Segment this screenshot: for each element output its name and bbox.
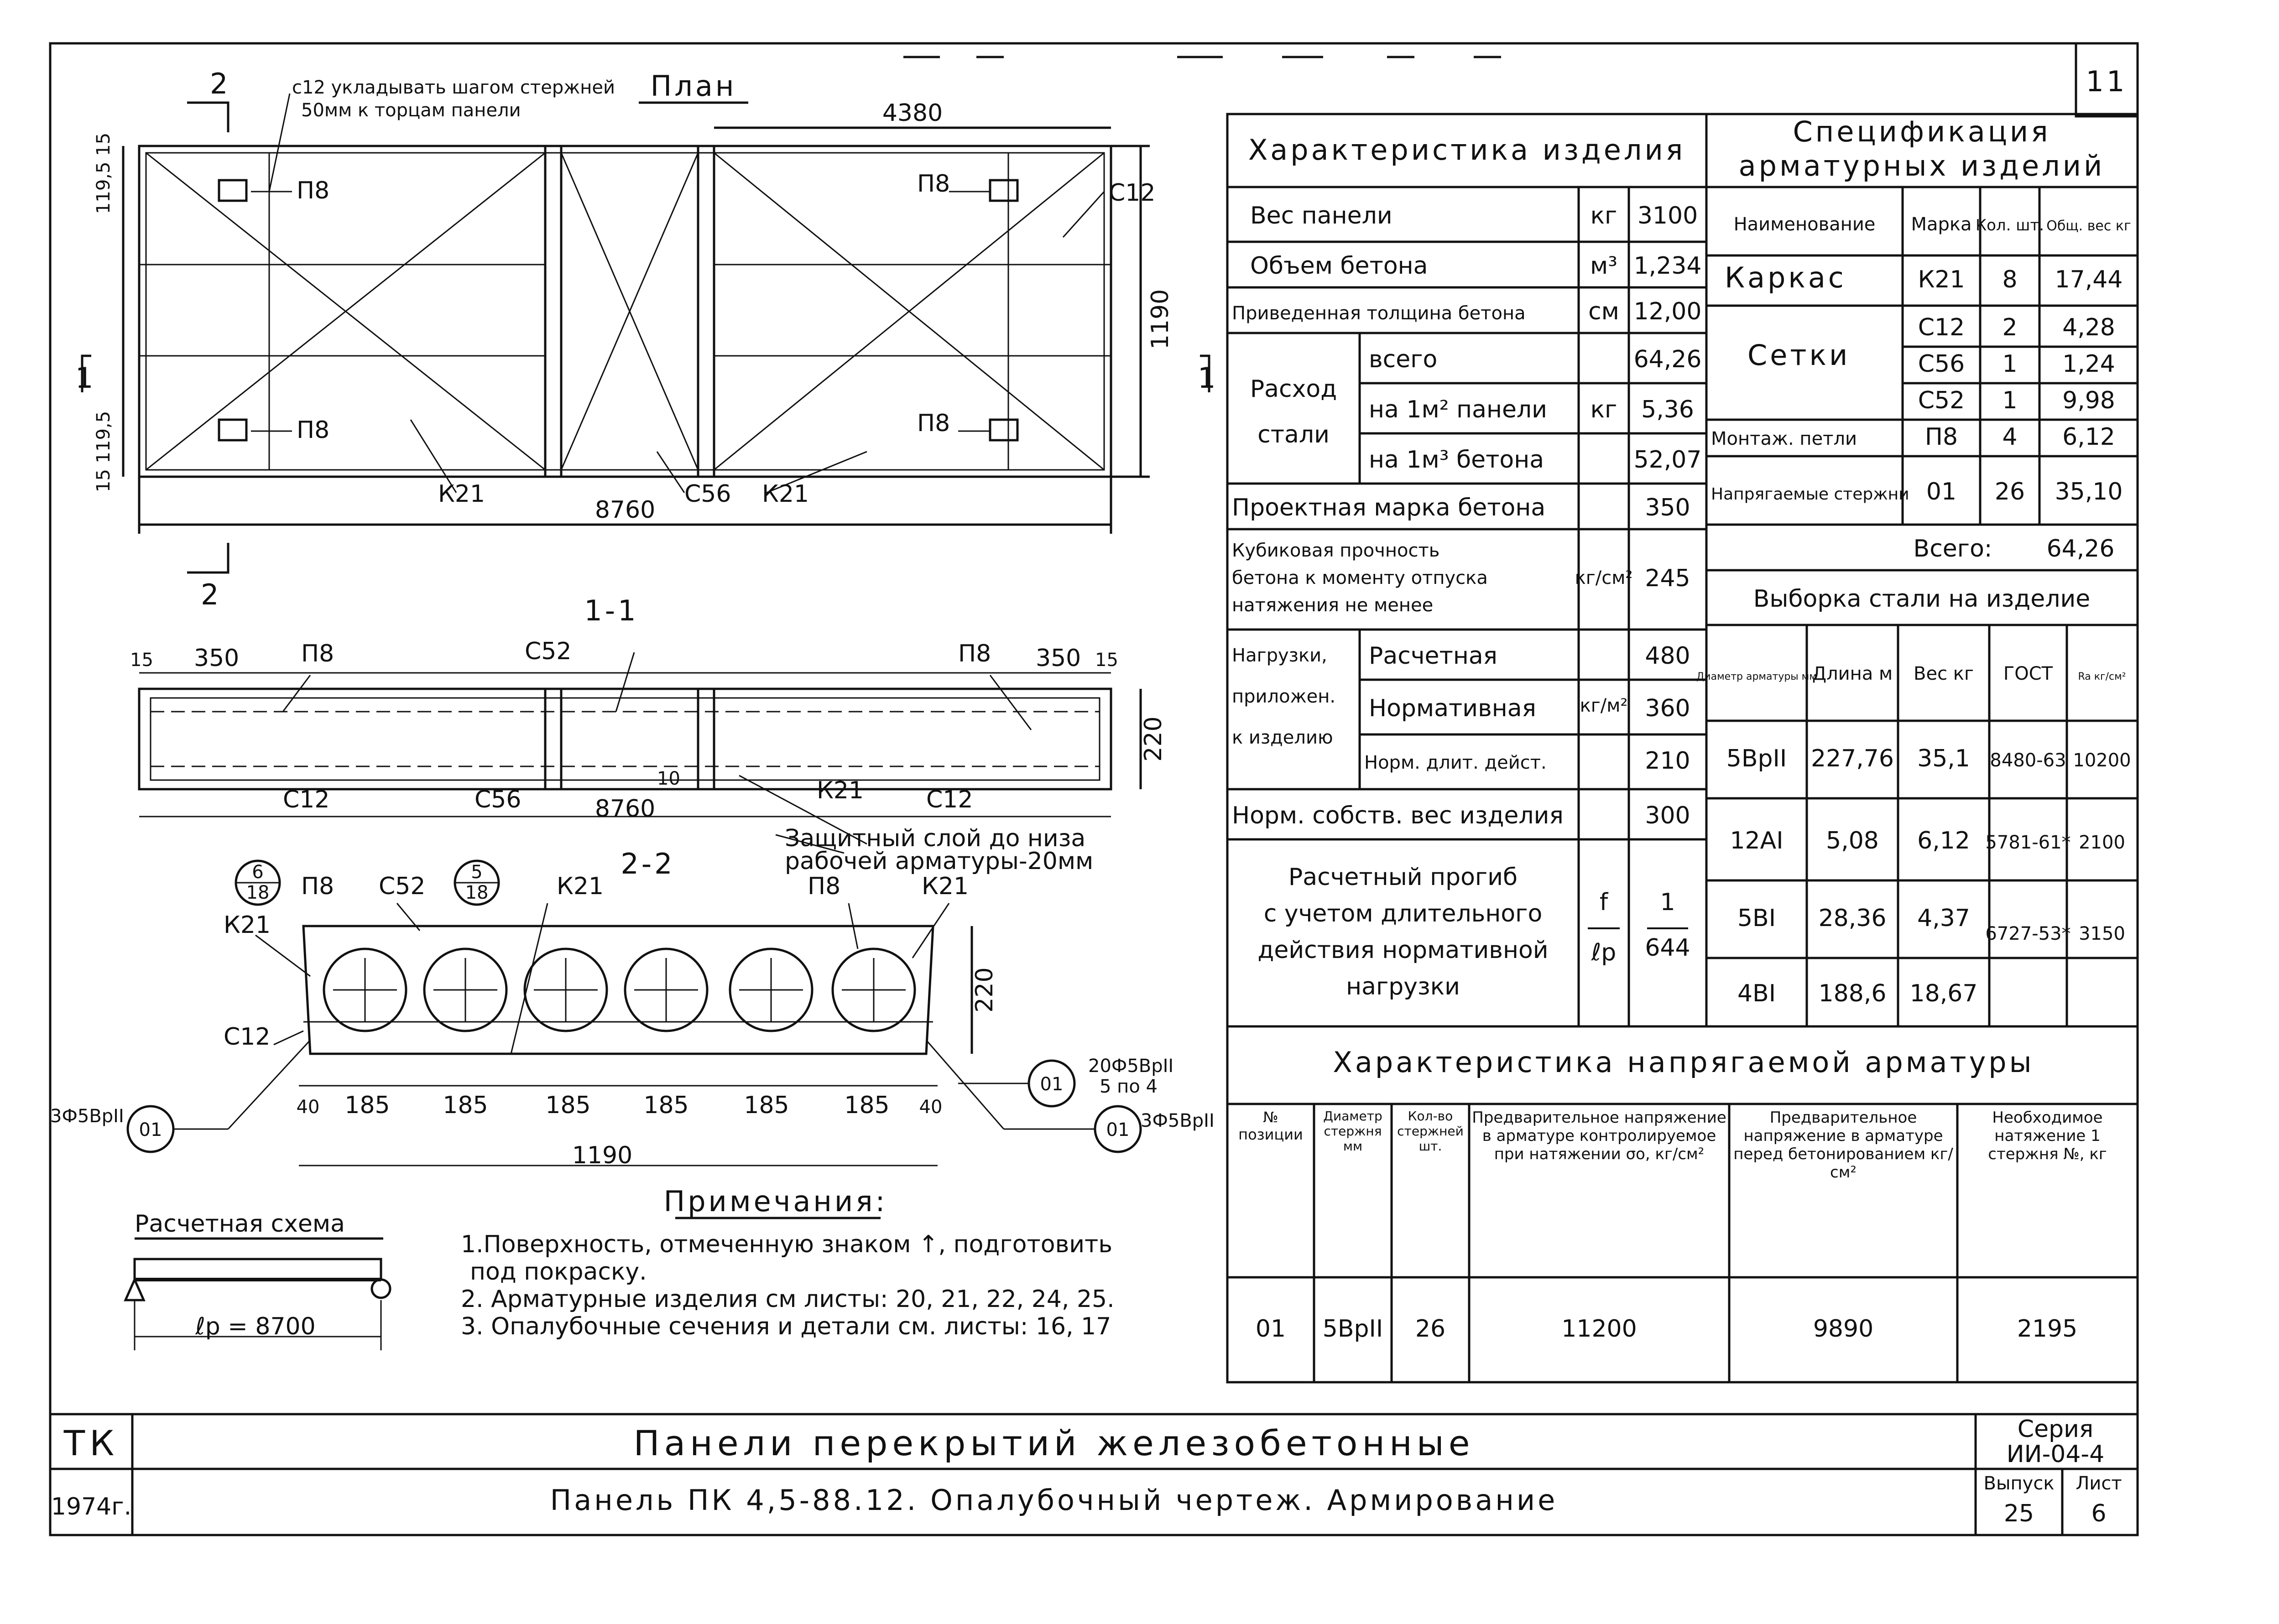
plan-label-k21: К21 bbox=[762, 480, 809, 508]
cube-unit: кг/см² bbox=[1575, 567, 1633, 588]
spec-header: Наименование bbox=[1733, 214, 1876, 235]
list-value: 6 bbox=[2091, 1500, 2107, 1527]
sec11-dim: 15 bbox=[130, 650, 153, 671]
sec11-label: С12 bbox=[926, 786, 973, 813]
steel-table-title: Выборка стали на изделие bbox=[1753, 585, 2091, 613]
sec11-dim: 15 bbox=[1095, 650, 1118, 671]
prestress-header-sigma: Предварительное напряжение в арматуре контролируемое при натяжении σо, кг/см² bbox=[1472, 1109, 1726, 1163]
section-2-2-title: 2-2 bbox=[621, 847, 675, 880]
issue-value: 25 bbox=[2003, 1500, 2034, 1527]
prestress-header-pos: № позиции bbox=[1238, 1109, 1303, 1143]
sec22-dim: 40 bbox=[919, 1097, 943, 1118]
section-1-1-title: 1-1 bbox=[584, 594, 639, 627]
steel-header: ГОСТ bbox=[2003, 663, 2053, 684]
plan-note: 50мм к торцам панели bbox=[301, 100, 521, 121]
prestress-header-tension: Необходимое натяжение 1 стержня №, кг bbox=[1988, 1109, 2107, 1163]
load-name: к изделию bbox=[1232, 727, 1333, 748]
char-row-name: Вес панели bbox=[1250, 202, 1392, 229]
spec-row-qty: 26 bbox=[1994, 478, 2025, 505]
section-2-2 bbox=[128, 861, 1141, 1166]
sheet-number: 11 bbox=[2086, 65, 2128, 98]
spec-row-mark: С52 bbox=[1918, 387, 1965, 414]
year: 1974г. bbox=[51, 1493, 132, 1520]
bubble-bot: 18 bbox=[465, 882, 489, 903]
cube-line: Кубиковая прочность bbox=[1232, 540, 1440, 561]
cube-line: натяжения не менее bbox=[1232, 595, 1434, 616]
steel-cell: 188,6 bbox=[1818, 980, 1887, 1007]
sec11-dim-length: 8760 bbox=[595, 795, 656, 822]
spec-total-label: Всего: bbox=[1913, 535, 1992, 562]
sec11-label: С56 bbox=[475, 786, 522, 813]
sec22-label: П8 bbox=[808, 873, 841, 900]
load-name: приложен. bbox=[1232, 686, 1336, 707]
sec22-dim: 185 bbox=[844, 1092, 890, 1119]
plan-dim-half: 4380 bbox=[882, 99, 943, 127]
sec22-bar: 5 по 4 bbox=[1100, 1076, 1158, 1097]
sec11-dim: 10 bbox=[657, 768, 680, 789]
load-item-value: 210 bbox=[1645, 747, 1690, 775]
spec-row-name: Напрягаемые стержни bbox=[1711, 485, 1909, 504]
plan-label-p8: П8 bbox=[297, 416, 330, 444]
load-item-value: 360 bbox=[1645, 695, 1690, 722]
steel-cell: 4ВI bbox=[1737, 980, 1776, 1007]
steel-cell: 28,36 bbox=[1818, 905, 1887, 932]
grade-value: 350 bbox=[1645, 494, 1690, 521]
section-mark: 1 bbox=[1198, 361, 1219, 395]
spec-row-weight: 9,98 bbox=[2062, 387, 2115, 414]
sec11-cover-note: рабочей арматуры-20мм bbox=[785, 848, 1094, 875]
steel-cell: 35,1 bbox=[1917, 745, 1970, 772]
spec-row-qty: 1 bbox=[2002, 350, 2018, 378]
sec22-dim: 185 bbox=[744, 1092, 789, 1119]
deflection-line: с учетом длительного bbox=[1263, 900, 1543, 927]
plan-label-c56: С56 bbox=[684, 480, 731, 508]
list-label: Лист bbox=[2076, 1473, 2122, 1494]
sec22-bar: 3Ф5ВрII bbox=[50, 1106, 124, 1127]
spec-row-qty: 4 bbox=[2002, 423, 2018, 451]
char-row-unit: м³ bbox=[1590, 252, 1618, 280]
spec-title: арматурных изделий bbox=[1738, 149, 2105, 182]
prestress-header-qty: Кол-во стержней шт. bbox=[1397, 1109, 1464, 1154]
spec-row-weight: 17,44 bbox=[2055, 266, 2123, 293]
sec11-label: П8 bbox=[958, 640, 991, 667]
sec11-label: С12 bbox=[283, 786, 330, 813]
prestress-cell: 9890 bbox=[1813, 1315, 1874, 1343]
prestress-cell: 01 bbox=[1255, 1315, 1286, 1343]
sec11-label: К21 bbox=[817, 777, 864, 804]
scheme-span: ℓр = 8700 bbox=[195, 1313, 316, 1340]
spec-row-mark: К21 bbox=[1918, 266, 1965, 293]
series-label: Серия bbox=[2017, 1416, 2094, 1443]
steel-item-name: на 1м³ бетона bbox=[1369, 446, 1544, 474]
spec-row-mark: С12 bbox=[1918, 314, 1965, 341]
deflection-unit-top: f bbox=[1599, 889, 1608, 916]
sec22-label: К21 bbox=[557, 873, 604, 900]
deflection-unit-bot: ℓр bbox=[1591, 939, 1617, 966]
section-mark: 1 bbox=[75, 361, 96, 395]
prestress-title: Характеристика напрягаемой арматуры bbox=[1333, 1046, 2034, 1079]
deflection-line: действия нормативной bbox=[1257, 937, 1549, 964]
steel-unit: кг bbox=[1590, 396, 1617, 423]
steel-name: стали bbox=[1257, 421, 1330, 448]
series-value: ИИ-04-4 bbox=[2006, 1441, 2105, 1468]
char-table-title: Характеристика изделия bbox=[1248, 133, 1686, 167]
section-mark: 2 bbox=[210, 67, 231, 100]
plan-label-p8: П8 bbox=[917, 410, 950, 437]
steel-item-value: 52,07 bbox=[1633, 446, 1702, 474]
issue-label: Выпуск bbox=[1983, 1473, 2055, 1494]
steel-item-value: 5,36 bbox=[1641, 396, 1694, 423]
steel-cell: 5ВрII bbox=[1726, 745, 1787, 772]
sec22-dim-height: 220 bbox=[971, 967, 998, 1013]
steel-cell: 12АI bbox=[1730, 827, 1784, 854]
char-row-name: Приведенная толщина бетона bbox=[1232, 303, 1526, 324]
spec-row-weight: 35,10 bbox=[2055, 478, 2123, 505]
steel-item-name: всего bbox=[1369, 346, 1438, 373]
bubble-bot: 18 bbox=[246, 882, 270, 903]
steel-cell: 227,76 bbox=[1811, 745, 1894, 772]
spec-header: Марка bbox=[1911, 214, 1972, 235]
spec-row-weight: 6,12 bbox=[2062, 423, 2115, 451]
steel-cell: 5781-61* bbox=[1985, 832, 2071, 853]
steel-item-value: 64,26 bbox=[1633, 346, 1702, 373]
notes-title: Примечания: bbox=[663, 1185, 888, 1218]
steel-item-name: на 1м² панели bbox=[1369, 396, 1547, 423]
load-unit: кг/м² bbox=[1580, 695, 1628, 716]
spec-total-value: 64,26 bbox=[2046, 535, 2115, 562]
notes-line: под покраску. bbox=[470, 1258, 647, 1286]
sec22-dim: 185 bbox=[443, 1092, 488, 1119]
cube-line: бетона к моменту отпуска bbox=[1232, 567, 1488, 588]
bubble-top: 5 bbox=[471, 862, 483, 883]
notes-line: 2. Арматурные изделия см листы: 20, 21, 22, 24, 25. bbox=[461, 1286, 1115, 1313]
cube-value: 245 bbox=[1645, 565, 1690, 592]
selfweight-value: 300 bbox=[1645, 802, 1690, 829]
steel-header: Диаметр арматуры мм bbox=[1696, 671, 1817, 682]
plan-note: с12 укладывать шагом стержней bbox=[292, 77, 615, 98]
sec11-dim: 350 bbox=[1036, 645, 1081, 672]
pos-bubble: 01 bbox=[1040, 1074, 1064, 1095]
spec-row-weight: 4,28 bbox=[2062, 314, 2115, 341]
prestress-cell: 2195 bbox=[2017, 1315, 2078, 1343]
char-row-name: Объем бетона bbox=[1250, 252, 1428, 280]
scheme-title: Расчетная схема bbox=[135, 1210, 345, 1238]
load-item-value: 480 bbox=[1645, 642, 1690, 670]
sec11-label: П8 bbox=[301, 640, 334, 667]
sec22-label: С52 bbox=[379, 873, 426, 900]
steel-cell: 10200 bbox=[2073, 750, 2131, 771]
steel-cell: 5ВI bbox=[1737, 905, 1776, 932]
steel-header: Вес кг bbox=[1914, 663, 1974, 684]
load-item-name: Норм. длит. дейст. bbox=[1364, 752, 1547, 773]
plan-label-p8: П8 bbox=[917, 170, 950, 198]
spec-header: Общ. вес кг bbox=[2046, 218, 2131, 234]
steel-cell: 18,67 bbox=[1909, 980, 1978, 1007]
sec22-dim: 185 bbox=[344, 1092, 390, 1119]
sec11-dim: 350 bbox=[194, 645, 240, 672]
load-item-name: Нормативная bbox=[1369, 695, 1536, 722]
char-row-unit: кг bbox=[1590, 202, 1617, 229]
sec22-dim-total: 1190 bbox=[572, 1142, 633, 1169]
notes-line: 3. Опалубочные сечения и детали см. листы: 16, 17 bbox=[461, 1313, 1111, 1340]
sec11-cover-note: Защитный слой до низа bbox=[785, 825, 1086, 852]
sheet-title-sub: Панель ПК 4,5-88.12. Опалубочный чертеж. Армирование bbox=[550, 1483, 1558, 1517]
sec22-label: К21 bbox=[224, 911, 271, 939]
prestress-cell: 5ВрII bbox=[1322, 1315, 1383, 1343]
spec-row-mark: 01 bbox=[1926, 478, 1957, 505]
spec-row-name: Каркас bbox=[1725, 261, 1846, 294]
notes-line: 1.Поверхность, отмеченную знаком ↑, подготовить bbox=[461, 1231, 1112, 1258]
sec22-dim: 185 bbox=[643, 1092, 689, 1119]
deflection-value-top: 1 bbox=[1660, 889, 1675, 916]
sec22-bar: 20Ф5ВрII bbox=[1088, 1056, 1174, 1077]
char-row-value: 3100 bbox=[1637, 202, 1698, 229]
plan-label-c12: С12 bbox=[1109, 179, 1156, 207]
spec-row-name: Монтаж. петли bbox=[1711, 428, 1857, 449]
plan-dim-length: 8760 bbox=[595, 496, 656, 524]
spec-row-qty: 8 bbox=[2002, 266, 2018, 293]
plan-dim-width: 1190 bbox=[1147, 289, 1174, 350]
plan-dim-edge: 15 119,5 bbox=[93, 411, 114, 493]
prestress-cell: 26 bbox=[1415, 1315, 1446, 1343]
prestress-header-before: Предварительное напряжение в арматуре перед бетонированием кг/см² bbox=[1733, 1109, 1953, 1182]
steel-cell: 3150 bbox=[2079, 923, 2125, 944]
prestress-cell: 11200 bbox=[1561, 1315, 1637, 1343]
steel-table-grid bbox=[1706, 625, 2138, 1026]
sec22-label: С12 bbox=[224, 1023, 271, 1051]
selfweight-name: Норм. собств. вес изделия bbox=[1232, 802, 1564, 829]
char-row-unit: см bbox=[1588, 298, 1619, 325]
spec-row-mark: П8 bbox=[1924, 423, 1958, 451]
steel-cell: 2100 bbox=[2079, 832, 2125, 853]
plan-label-k21: К21 bbox=[438, 480, 485, 508]
deflection-line: нагрузки bbox=[1346, 973, 1460, 1000]
char-row-value: 12,00 bbox=[1633, 298, 1702, 325]
deflection-line: Расчетный прогиб bbox=[1288, 864, 1518, 891]
spec-row-qty: 1 bbox=[2002, 387, 2018, 414]
sec22-label: П8 bbox=[301, 873, 334, 900]
sec22-bar: 3Ф5ВрII bbox=[1141, 1110, 1215, 1131]
steel-cell: 5,08 bbox=[1826, 827, 1879, 854]
spec-row-mark: С56 bbox=[1918, 350, 1965, 378]
deflection-value-bot: 644 bbox=[1645, 934, 1690, 962]
org-code: ТК bbox=[63, 1423, 119, 1463]
steel-cell: 4,37 bbox=[1917, 905, 1970, 932]
sec22-dim: 185 bbox=[545, 1092, 591, 1119]
spec-row-weight: 1,24 bbox=[2062, 350, 2115, 378]
spec-row-qty: 2 bbox=[2002, 314, 2018, 341]
steel-header: Ra кг/см² bbox=[2078, 671, 2126, 682]
spec-header: Кол. шт. bbox=[1975, 216, 2044, 234]
sec22-dim: 40 bbox=[296, 1097, 320, 1118]
bubble-top: 6 bbox=[252, 862, 264, 883]
plan-dim-edge: 119,5 15 bbox=[93, 132, 114, 214]
section-1-1 bbox=[139, 652, 1141, 853]
load-item-name: Расчетная bbox=[1369, 642, 1497, 670]
steel-cell: 6,12 bbox=[1917, 827, 1970, 854]
pos-bubble: 01 bbox=[139, 1119, 162, 1140]
sec11-dim-height: 220 bbox=[1140, 716, 1167, 762]
steel-name: Расход bbox=[1250, 375, 1337, 403]
pos-bubble: 01 bbox=[1106, 1119, 1130, 1140]
sec11-label: С52 bbox=[525, 638, 572, 665]
section-mark: 2 bbox=[201, 578, 222, 611]
grade-name: Проектная марка бетона bbox=[1232, 494, 1546, 521]
steel-cell: 6727-53* bbox=[1985, 923, 2071, 944]
sheet-title-main: Панели перекрытий железобетонные bbox=[633, 1423, 1475, 1463]
plan-title: План bbox=[650, 69, 737, 103]
spec-title: Спецификация bbox=[1793, 115, 2051, 148]
load-name: Нагрузки, bbox=[1232, 645, 1327, 666]
steel-header: Длина м bbox=[1812, 663, 1893, 684]
steel-cell: 8480-63 bbox=[1990, 750, 2066, 771]
char-row-value: 1,234 bbox=[1633, 252, 1702, 280]
spec-row-name: Сетки bbox=[1747, 338, 1851, 372]
plan-label-p8: П8 bbox=[297, 177, 330, 204]
prestress-header-dia: Диаметр стержня мм bbox=[1323, 1109, 1382, 1154]
sec22-label: К21 bbox=[922, 873, 969, 900]
